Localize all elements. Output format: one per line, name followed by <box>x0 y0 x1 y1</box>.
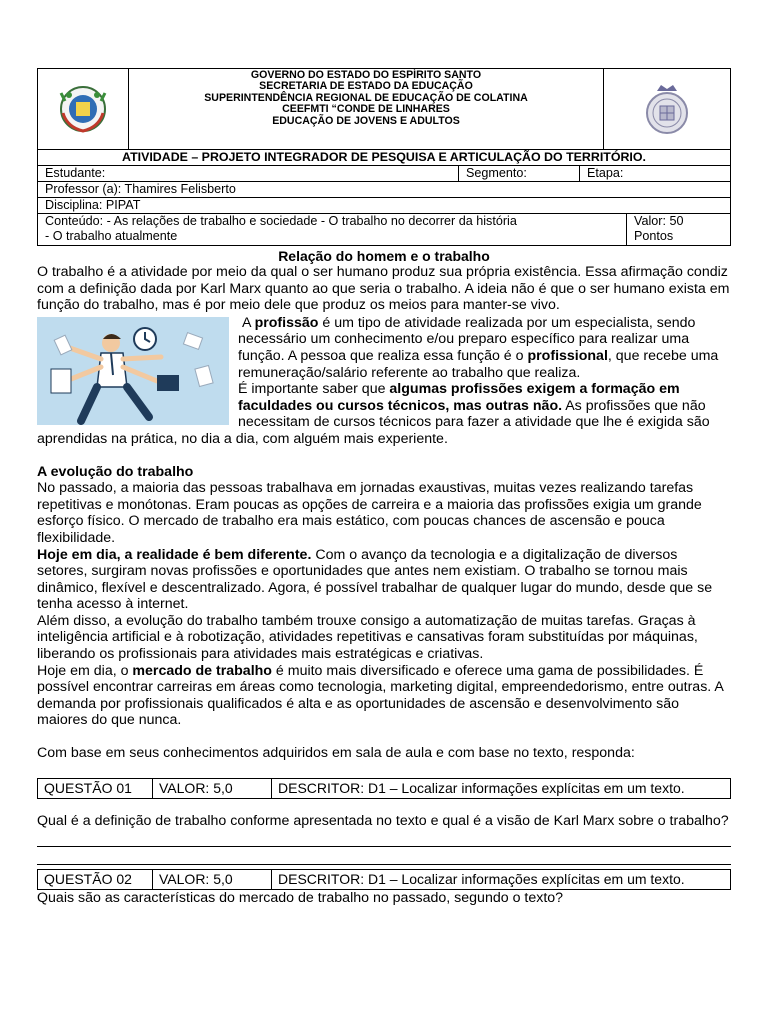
value-line-2: Pontos <box>634 229 674 243</box>
subject-field: Disciplina: PIPAT <box>45 198 141 212</box>
value-line-1: Valor: 50 <box>634 214 684 228</box>
paragraph-6: Além disso, a evolução do trabalho também trouxe consigo a automatização de muitas tarefas. Graças à inteligência artificial e à robotização, atividades repetitivas e cansativas foram substituídas por máquinas, liberando os profissionais para atividades mais estratégicas e criativas. <box>37 612 698 663</box>
question-1-header <box>37 778 731 799</box>
student-field: Estudante: <box>38 166 459 181</box>
stage-field: Etapa: <box>587 166 624 180</box>
answer-line[interactable] <box>37 829 731 847</box>
paragraph-2: A profissão é um tipo de atividade realizada por um especialista, sendo necessário um conhecimento e/ou preparo específico para realizar uma função. A pessoa que realiza essa função é o profissional, que recebe uma remuneração/salário referente ao trabalho que realiza. <box>238 314 719 381</box>
activity-title: ATIVIDADE – PROJETO INTEGRADOR DE PESQUISA E ARTICULAÇÃO DO TERRITÓRIO. <box>37 150 731 166</box>
state-coat-of-arms-icon <box>38 69 129 149</box>
answer-line[interactable] <box>37 847 731 865</box>
question-2-value: VALOR: 5,0 <box>153 870 272 889</box>
question-1-value: VALOR: 5,0 <box>153 779 272 798</box>
institution-block <box>129 69 603 149</box>
text-title: Relação do homem e o trabalho <box>278 248 490 264</box>
content-line-1: Conteúdo: - As relações de trabalho e sociedade - O trabalho no decorrer da história <box>45 214 517 228</box>
school-seal-icon <box>603 69 730 149</box>
header-line-2: SECRETARIA DE ESTADO DA EDUCAÇÃO <box>259 80 473 93</box>
document-page <box>37 68 731 907</box>
question-2-descriptor: DESCRITOR: D1 – Localizar informações explícitas em um texto. <box>278 871 685 888</box>
content-line-2: - O trabalho atualmente <box>45 229 178 243</box>
question-2-number: QUESTÃO 02 <box>38 870 153 889</box>
teacher-field: Professor (a): Thamires Felisberto <box>45 182 236 196</box>
profession-section <box>37 315 731 448</box>
header-line-5: EDUCAÇÃO DE JOVENS E ADULTOS <box>272 114 460 127</box>
student-row <box>37 166 731 182</box>
question-1-prompt: Qual é a definição de trabalho conforme apresentada no texto e qual é a visão de Karl Marx sobre o trabalho? <box>37 812 729 829</box>
document-header <box>37 68 731 150</box>
subject-row <box>37 198 731 214</box>
question-1-descriptor: DESCRITOR: D1 – Localizar informações explícitas em um texto. <box>278 779 685 796</box>
question-1-number: QUESTÃO 01 <box>38 779 153 798</box>
paragraph-1: O trabalho é a atividade por meio da qual o ser humano produz sua própria existência. Essa afirmação condiz com a definição dada por Karl Marx quanto ao que seria o trabalho. A ideia não é que o ser humano exista em função do trabalho, mas é por meio dele que produz os meios para manter-se vivo. <box>37 264 730 314</box>
section-heading: A evolução do trabalho <box>37 463 194 480</box>
header-line-3: SUPERINTENDÊNCIA REGIONAL DE EDUCAÇÃO DE COLATINA <box>204 91 528 104</box>
busy-businessman-illustration <box>37 317 229 425</box>
paragraph-7: Hoje em dia, o mercado de trabalho é muito mais diversificado e oferece uma gama de possibilidades. É possível encontrar carreiras em áreas como tecnologia, marketing digital, empreendedorismo, entre outras. A demanda por profissionais qualificados é alta e as oportunidades de ascensão e desenvolvimento são maiores do que nunca. <box>37 662 724 729</box>
question-2-header <box>37 869 731 890</box>
question-2-prompt: Quais são as características do mercado de trabalho no passado, segundo o texto? <box>37 890 564 907</box>
instruction-text: Com base em seus conhecimentos adquiridos em sala de aula e com base no texto, responda: <box>37 745 635 762</box>
segment-field: Segmento: <box>459 166 580 181</box>
paragraph-5: Hoje em dia, a realidade é bem diferente. Com o avanço da tecnologia e a digitalização de diversos setores, surgiram novas profissões e oportunidades que antes nem existiam. O trabalho se tornou mais dinâmico, flexível e descentralizado. Agora, é possível trabalhar de qualquer lugar do mundo, desde que se tenha acesso à internet. <box>37 546 713 613</box>
header-line-4: CEEFMTI “CONDE DE LINHARES <box>282 103 450 116</box>
content-field <box>38 214 627 245</box>
main-text <box>37 248 731 762</box>
value-field <box>627 214 730 245</box>
header-line-1: GOVERNO DO ESTADO DO ESPÍRITO SANTO <box>250 69 482 81</box>
teacher-row <box>37 182 731 198</box>
paragraph-3: É importante saber que algumas profissões exigem a formação em faculdades ou cursos técnicos, mas outras não. As profissões que não necessitam de cursos técnicos para fazer a atividade que lhe é exigida são aprendidas na prática, no dia a dia, com alguém mais experiente. <box>37 381 710 447</box>
paragraph-4: No passado, a maioria das pessoas trabalhava em jornadas exaustivas, muitas vezes realizando tarefas repetitivas e monótonas. Eram poucas as opções de carreira e a maioria das profissões exigia um grande esforço físico. O mercado de trabalho era mais estático, com poucas chances de ascensão e pouca flexibilidade. <box>37 480 702 546</box>
content-row <box>37 214 731 246</box>
